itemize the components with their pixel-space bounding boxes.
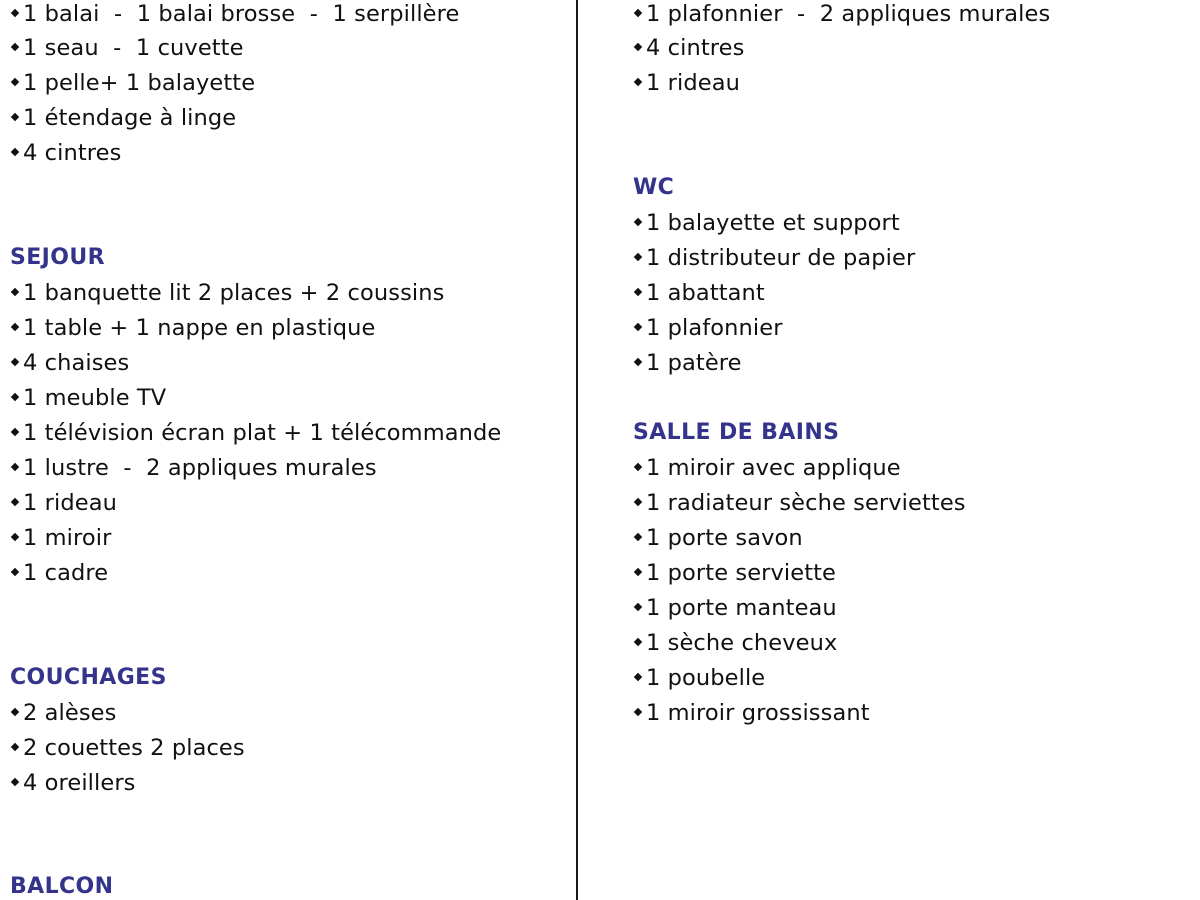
diamond-bullet-icon — [634, 9, 642, 17]
list-item: 4 oreillers — [10, 769, 136, 804]
diamond-bullet-icon — [634, 673, 642, 681]
list-item: 1 balai - 1 balai brosse - 1 serpillère — [10, 0, 459, 35]
diamond-bullet-icon — [634, 638, 642, 646]
diamond-bullet-icon — [11, 428, 19, 436]
section-heading-salle-de-bains: SALLE DE BAINS — [633, 420, 840, 445]
list-item: 1 patère — [633, 349, 742, 384]
diamond-bullet-icon — [11, 113, 19, 121]
diamond-bullet-icon — [11, 778, 19, 786]
diamond-bullet-icon — [11, 9, 19, 17]
diamond-bullet-icon — [11, 708, 19, 716]
list-item: 1 miroir avec applique — [633, 454, 901, 489]
list-item: 1 porte manteau — [633, 594, 837, 629]
diamond-bullet-icon — [11, 568, 19, 576]
list-item: 4 cintres — [10, 139, 121, 174]
diamond-bullet-icon — [634, 463, 642, 471]
diamond-bullet-icon — [11, 498, 19, 506]
diamond-bullet-icon — [11, 288, 19, 296]
diamond-bullet-icon — [634, 288, 642, 296]
list-item: 1 seau - 1 cuvette — [10, 34, 244, 69]
diamond-bullet-icon — [11, 358, 19, 366]
list-item: 1 balayette et support — [633, 209, 900, 244]
diamond-bullet-icon — [11, 743, 19, 751]
list-item: 1 plafonnier — [633, 314, 783, 349]
list-item: 1 poubelle — [633, 664, 765, 699]
diamond-bullet-icon — [634, 78, 642, 86]
diamond-bullet-icon — [11, 393, 19, 401]
list-item: 2 alèses — [10, 699, 116, 734]
section-heading-balcon: BALCON — [10, 874, 114, 899]
diamond-bullet-icon — [634, 568, 642, 576]
list-item: 1 porte savon — [633, 524, 803, 559]
list-item: 1 rideau — [633, 69, 740, 104]
list-item: 1 banquette lit 2 places + 2 coussins — [10, 279, 444, 314]
list-item: 1 pelle+ 1 balayette — [10, 69, 255, 104]
list-item: 1 meuble TV — [10, 384, 166, 419]
list-item: 1 télévision écran plat + 1 télécommande — [10, 419, 501, 454]
list-item: 2 couettes 2 places — [10, 734, 245, 769]
column-divider — [576, 0, 578, 900]
diamond-bullet-icon — [11, 533, 19, 541]
diamond-bullet-icon — [634, 253, 642, 261]
diamond-bullet-icon — [634, 498, 642, 506]
diamond-bullet-icon — [11, 148, 19, 156]
diamond-bullet-icon — [634, 218, 642, 226]
list-item: 1 rideau — [10, 489, 117, 524]
diamond-bullet-icon — [634, 533, 642, 541]
section-heading-wc: WC — [633, 175, 675, 200]
diamond-bullet-icon — [11, 78, 19, 86]
diamond-bullet-icon — [634, 323, 642, 331]
list-item: 4 chaises — [10, 349, 129, 384]
list-item: 1 distributeur de papier — [633, 244, 915, 279]
diamond-bullet-icon — [634, 358, 642, 366]
list-item: 1 miroir — [10, 524, 111, 559]
section-heading-couchages: COUCHAGES — [10, 665, 167, 690]
diamond-bullet-icon — [11, 43, 19, 51]
list-item: 1 lustre - 2 appliques murales — [10, 454, 377, 489]
list-item: 1 cadre — [10, 559, 108, 594]
diamond-bullet-icon — [634, 708, 642, 716]
list-item: 1 miroir grossissant — [633, 699, 870, 734]
list-item: 1 étendage à linge — [10, 104, 236, 139]
list-item: 1 porte serviette — [633, 559, 836, 594]
list-item: 1 sèche cheveux — [633, 629, 837, 664]
list-item: 1 radiateur sèche serviettes — [633, 489, 966, 524]
list-item: 1 table + 1 nappe en plastique — [10, 314, 375, 349]
diamond-bullet-icon — [634, 43, 642, 51]
diamond-bullet-icon — [11, 463, 19, 471]
list-item: 4 cintres — [633, 34, 744, 69]
list-item: 1 abattant — [633, 279, 765, 314]
diamond-bullet-icon — [11, 323, 19, 331]
list-item: 1 plafonnier - 2 appliques murales — [633, 0, 1050, 35]
diamond-bullet-icon — [634, 603, 642, 611]
section-heading-sejour: SEJOUR — [10, 245, 105, 270]
